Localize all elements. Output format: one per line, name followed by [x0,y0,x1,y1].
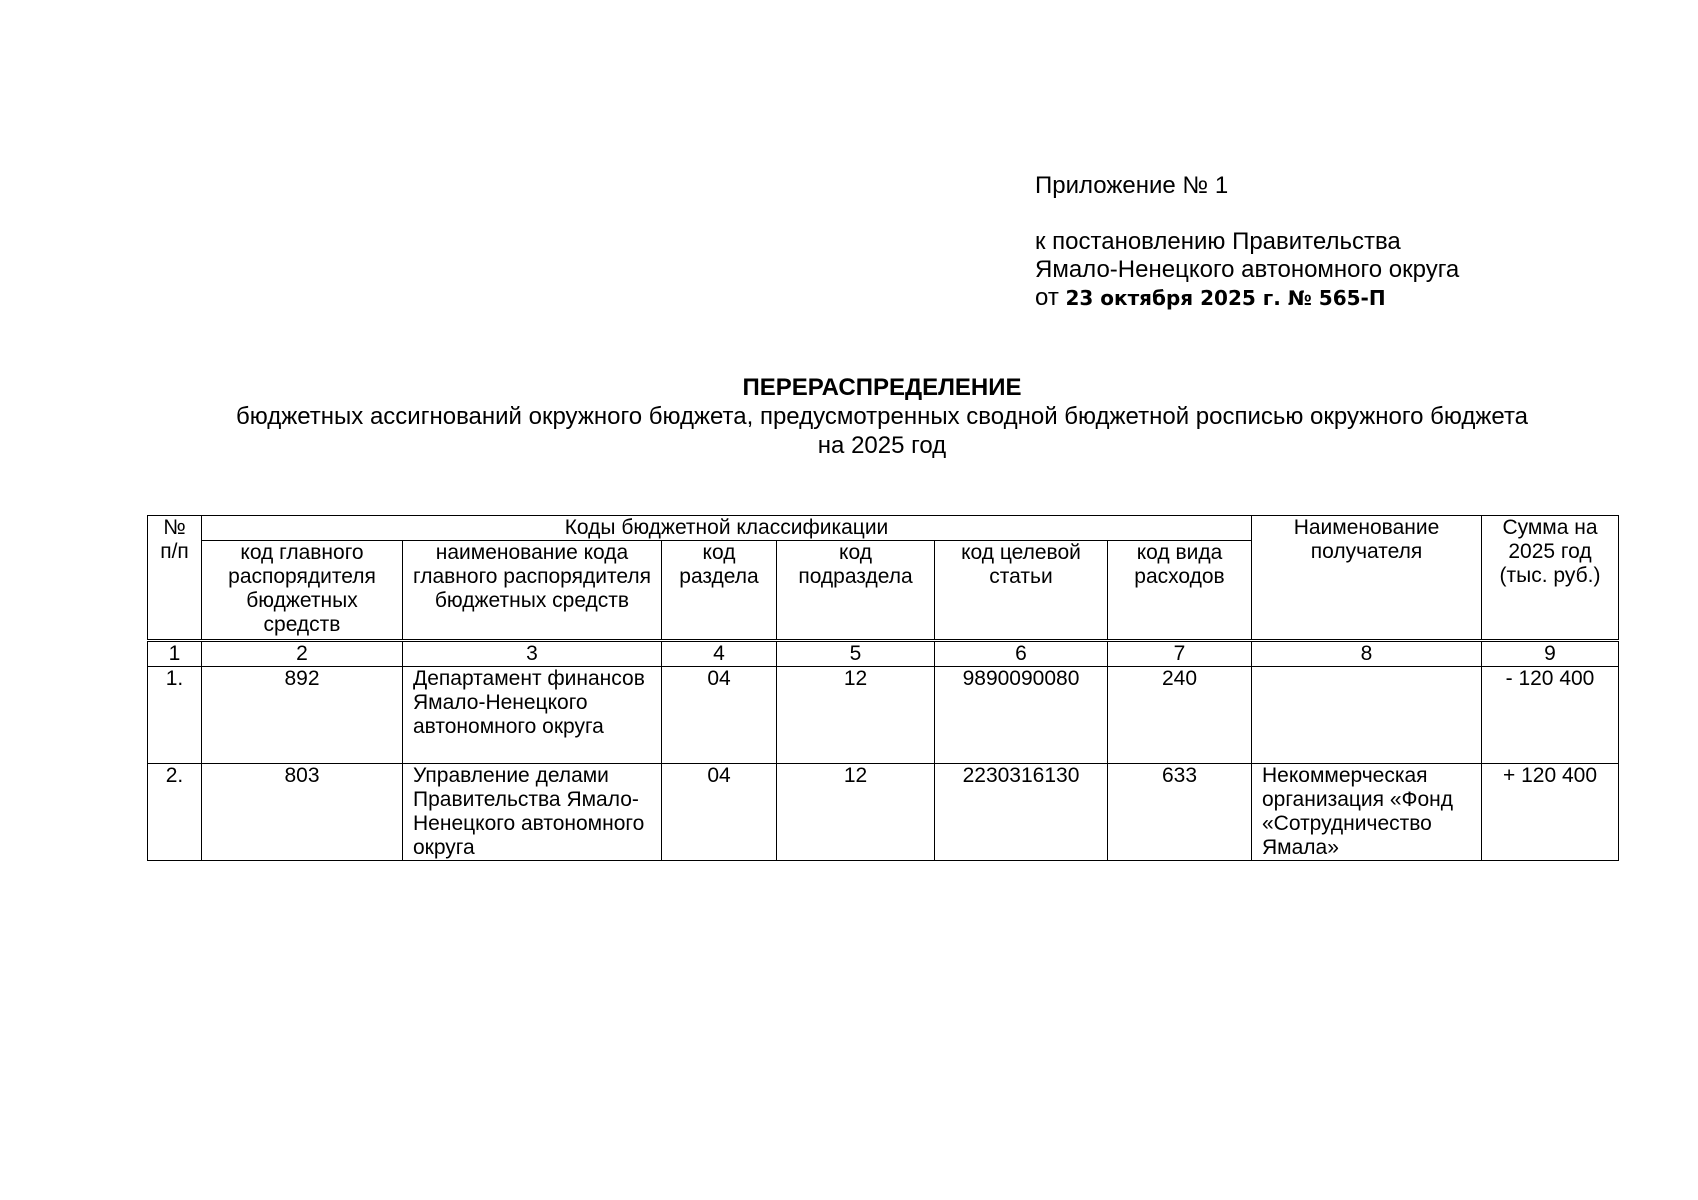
table-row [148,764,1619,861]
row-target: 9890090080 [935,667,1108,764]
appendix-reference: к постановлению Правительства [1035,228,1401,255]
column-number: 8 [1252,641,1482,667]
title-subtitle-line1: бюджетных ассигнований окружного бюджета, предусмотренных сводной бюджетной росписью окружного бюджета [235,403,1529,430]
row-recipient [1252,667,1482,764]
row-subsection: 12 [777,764,935,861]
row-subsection: 12 [777,667,935,764]
title-heading: ПЕРЕРАСПРЕДЕЛЕНИЕ [742,374,1022,401]
column-number: 2 [202,641,403,667]
header-main-manager-code: код главного распорядителя бюджетных средств [202,541,403,641]
row-manager-code: 892 [202,667,403,764]
column-number: 7 [1108,641,1252,667]
appendix-date-prefix: от [1035,284,1059,311]
row-manager-name: Управление делами Правительства Ямало-Ненецкого автономного округа [403,764,662,861]
appendix-date [1035,284,1459,312]
header-main-manager-name: наименование кода главного распорядителя бюджетных средств [403,541,662,641]
row-expense-type: 633 [1108,764,1252,861]
document-title [140,373,1624,460]
row-expense-type: 240 [1108,667,1252,764]
appendix-date-value: 23 октября 2025 г. № 565-П [1065,286,1386,310]
row-manager-code: 803 [202,764,403,861]
header-section-code: код раздела [662,541,777,641]
column-number: 5 [777,641,935,667]
row-amount: - 120 400 [1482,667,1619,764]
row-num: 1. [148,667,202,764]
column-number: 6 [935,641,1108,667]
appendix-number: Приложение № 1 [1035,172,1229,199]
column-number: 1 [148,641,202,667]
row-manager-name: Департамент финансов Ямало-Ненецкого автономного округа [403,667,662,764]
appendix-region: Ямало-Ненецкого автономного округа [1035,256,1460,283]
header-target-code: код целевой статьи [935,541,1108,641]
header-recipient: Наименование получателя [1252,516,1482,641]
row-target: 2230316130 [935,764,1108,861]
column-number: 3 [403,641,662,667]
header-expense-type-code: код вида расходов [1108,541,1252,641]
header-num: № п/п [148,516,202,641]
header-amount: Сумма на 2025 год (тыс. руб.) [1482,516,1619,641]
row-amount: + 120 400 [1482,764,1619,861]
redistribution-table [147,515,1619,861]
column-number-row [148,641,1619,667]
header-codes-group: Коды бюджетной классификации [202,516,1252,541]
row-section: 04 [662,667,777,764]
column-number: 9 [1482,641,1619,667]
column-number: 4 [662,641,777,667]
title-subtitle-line2: на 2025 год [817,432,947,459]
row-section: 04 [662,764,777,861]
appendix-block [1035,172,1459,312]
row-recipient: Некоммерческая организация «Фонд «Сотрудничество Ямала» [1252,764,1482,861]
appendix-spacer [1035,200,1459,228]
header-row-1 [148,516,1619,541]
row-num: 2. [148,764,202,861]
header-subsection-code: код подраздела [777,541,935,641]
table-row [148,667,1619,764]
